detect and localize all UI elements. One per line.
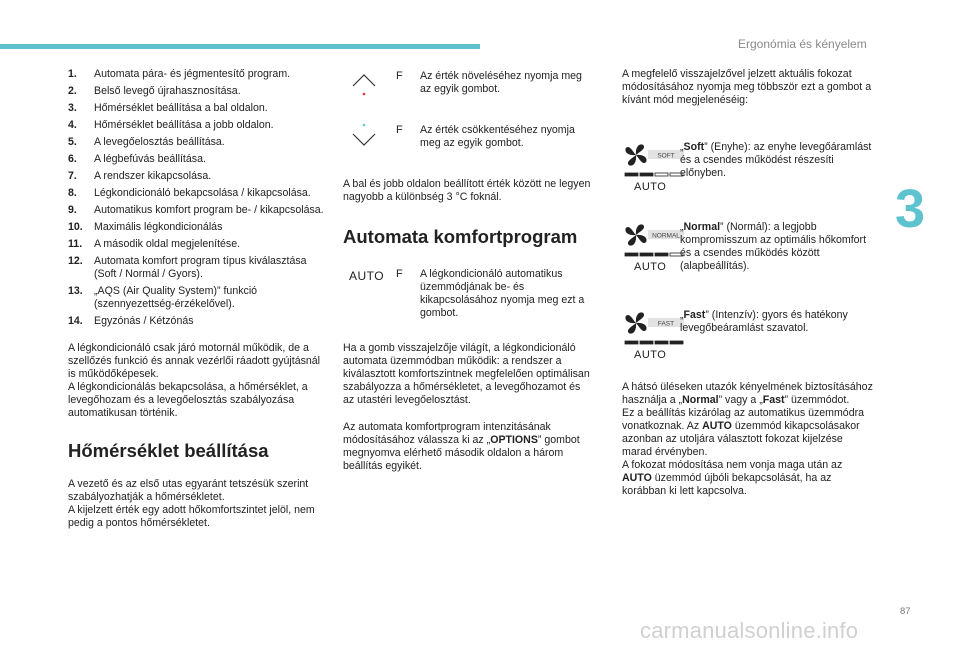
legend-number: 3.: [68, 102, 77, 114]
speed-bar: [655, 253, 668, 256]
legend-text: Automata pára- és jégmentesítő program.: [94, 68, 291, 80]
legend-text: A légbefúvás beállítása.: [94, 153, 206, 165]
column-left: [68, 68, 324, 530]
legend-number: 14.: [68, 315, 83, 327]
legend-item: [68, 119, 324, 132]
increase-text: Az érték növeléséhez nyomja meg az egyik gombot.: [420, 70, 582, 95]
column-right: [622, 68, 874, 498]
legend-item: [68, 238, 324, 251]
difference-note: A bal és jobb oldalon beállított érték között ne legyen nagyobb a különbség 3 °C foknál.: [343, 178, 591, 203]
legend-text: „AQS (Air Quality System)” funkció (szennyezettség-érzékelővel).: [94, 285, 258, 310]
legend-item: [68, 285, 324, 311]
legend-item: [68, 255, 324, 281]
legend-number: 2.: [68, 85, 77, 97]
legend-text: Maximális légkondicionálás: [94, 221, 223, 233]
temperature-heading: Hőmérséklet beállítása: [68, 440, 269, 461]
legend-text: A rendszer kikapcsolása.: [94, 170, 212, 182]
legend-number: 11.: [68, 238, 83, 250]
mode-auto-label: AUTO: [634, 349, 667, 361]
increase-instruction: [343, 68, 593, 120]
legend-text: Automata komfort program típus kiválasztása (Soft / Normál / Gyors).: [94, 255, 307, 280]
mode-badge: SOFT: [657, 152, 675, 160]
legend-item: [68, 204, 324, 217]
legend-text: Légkondicionáló bekapcsolása / kikapcsolása.: [94, 187, 311, 199]
auto-mode-note: Ez a beállítás kizárólag az automatikus üzemmódra vonatkoznak. Az AUTO üzemmód kikapcsolásakor azonban az utoljára választott fokozat kijelzése marad érvényben.: [622, 407, 865, 458]
pointing-hand-icon: F: [396, 70, 403, 82]
temperature-paragraph: A vezető és az első utas egyaránt tetszésük szerint szabályozhatják a hőmérsékletet. A kijelzett érték egy adott hőkomfortszintet jelöl, nem pedig a pontos hőmérsékletet.: [68, 478, 315, 529]
control-legend-list: [68, 68, 324, 328]
auto-text: A légkondicionáló automatikus üzemmódjának be- és kikapcsolásához nyomja meg ezt a gombot.: [420, 268, 585, 319]
page-number: 87: [900, 606, 911, 617]
mode-soft: [622, 141, 874, 221]
speed-bar: [640, 253, 653, 256]
speed-bar: [640, 341, 653, 344]
auto-instruction: [343, 266, 593, 336]
speed-bar: [625, 341, 638, 344]
legend-number: 12.: [68, 255, 83, 267]
legend-text: Automatikus komfort program be- / kikapcsolása.: [94, 204, 324, 216]
legend-number: 10.: [68, 221, 83, 233]
pointing-hand-icon: F: [396, 124, 403, 136]
legend-item: [68, 136, 324, 149]
mode-list: [622, 141, 874, 389]
legend-text: A levegőelosztás beállítása.: [94, 136, 225, 148]
section-title: Ergonómia és kényelem: [738, 37, 867, 51]
legend-text: Belső levegő újrahasznosítása.: [94, 85, 241, 97]
legend-number: 9.: [68, 204, 77, 216]
pointing-hand-icon: F: [396, 268, 403, 280]
legend-text: Egyzónás / Kétzónás: [94, 315, 194, 327]
mode-name: Fast: [683, 309, 706, 321]
chapter-number: 3: [895, 179, 926, 239]
legend-number: 5.: [68, 136, 77, 148]
column-middle: [343, 68, 593, 473]
auto-comfort-heading: Automata komfortprogram: [343, 226, 578, 247]
chevron-up-icon: [351, 72, 377, 96]
auto-paragraph: Ha a gomb visszajelzője világít, a légkondicionáló automata üzemmódban működik: a rendszer a kiválasztott komfortszintnek megfelelően optimálisan szabályozza a hőmérsékletet, a levegőhozamot és az utastéri levegőelosztást.: [343, 342, 590, 406]
mode-auto-label: AUTO: [634, 181, 667, 193]
legend-item: [68, 170, 324, 183]
rear-passengers-paragraph: A hátsó üléseken utazók kényelmének biztosításához használja a „Normal” vagy a „Fast” üzemmódot.: [622, 381, 873, 406]
speed-bar: [625, 253, 638, 256]
legend-item: [68, 68, 324, 81]
legend-number: 4.: [68, 119, 77, 131]
legend-text: A második oldal megjelenítése.: [94, 238, 241, 250]
auto-reactivation-note: A fokozat módosítása nem vonja maga után az AUTO üzemmód újbóli bekapcsolását, ha az korábban ki lett kapcsolva.: [622, 459, 843, 497]
mode-name: Normal: [683, 221, 721, 233]
intro-paragraph: A légkondicionáló csak járó motornál működik, de a szellőzés funkció és annak vezérlői ráadott gyújtásnál is működőképesek. A légkondicionálás bekapcsolása, a hőmérséklet, a levegőhozam és a levegőelosztás szabályozása automatikusan történik.: [68, 342, 321, 419]
legend-text: Hőmérséklet beállítása a bal oldalon.: [94, 102, 268, 114]
legend-number: 6.: [68, 153, 77, 165]
legend-number: 8.: [68, 187, 77, 199]
legend-item: [68, 102, 324, 115]
legend-number: 7.: [68, 170, 77, 182]
legend-item: [68, 85, 324, 98]
mode-normal: [622, 221, 874, 309]
mode-description: „Fast” (Intenzív): gyors és hatékony levegőbeáramlást szavatol.: [680, 309, 848, 334]
mode-badge: FAST: [657, 320, 675, 328]
mode-description: „Soft” (Enyhe): az enyhe levegőáramlást és a csendes működést részesíti előnyben.: [680, 141, 872, 179]
watermark-text: carmanualsonline.info: [640, 618, 859, 643]
legend-item: [68, 153, 324, 166]
legend-item: [68, 315, 324, 328]
header-accent-bar: [0, 44, 480, 49]
speed-bar: [640, 173, 653, 176]
legend-text: Hőmérséklet beállítása a jobb oldalon.: [94, 119, 274, 131]
speed-bar: [670, 341, 683, 344]
speed-bar: [655, 341, 668, 344]
legend-number: 1.: [68, 68, 77, 80]
mode-badge: NORMAL: [652, 232, 680, 240]
legend-item: [68, 187, 324, 200]
mode-auto-label: AUTO: [634, 261, 667, 273]
speed-bar: [655, 173, 668, 176]
mode-description: „Normal” (Normál): a legjobb kompromisszum az optimális hőkomfort és a csendes működés között (alapbeállítás).: [680, 221, 867, 272]
options-paragraph: Az automata komfortprogram intenzitásának módosításához válassza ki az „OPTIONS” gombot megnyomva elérhető második oldalon a három beállítás egyikét.: [343, 421, 580, 472]
mode-fast: [622, 309, 874, 389]
decrease-instruction: [343, 120, 593, 178]
decrease-text: Az érték csökkentéséhez nyomja meg az egyik gombot.: [420, 124, 575, 149]
chevron-down-icon: [351, 122, 377, 148]
auto-button-label: AUTO: [349, 269, 385, 283]
mode-name: Soft: [683, 141, 705, 153]
mode-intro: A megfelelő visszajelzővel jelzett aktuális fokozat módosításához nyomja meg többször ezt a gombot a kívánt mód megjelenéséig:: [622, 68, 872, 106]
legend-item: [68, 221, 324, 234]
speed-bar: [625, 173, 638, 176]
legend-number: 13.: [68, 285, 83, 297]
